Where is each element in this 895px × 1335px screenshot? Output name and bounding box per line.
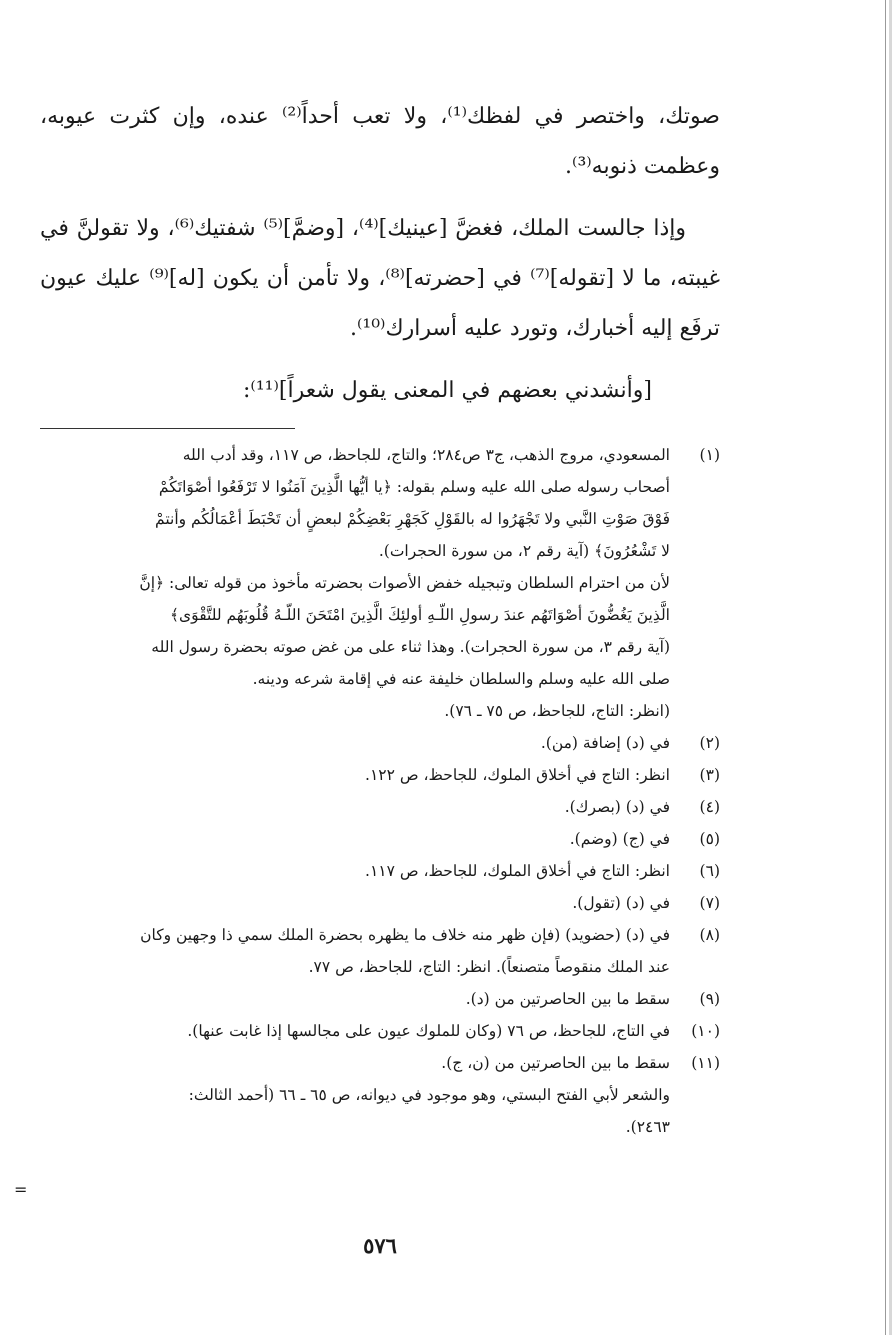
footnote-1	[40, 439, 720, 727]
footnote-line: لا تَشْعُرُونَ﴾ (آية رقم ٢، من سورة الحجرات).	[378, 542, 670, 560]
page-body	[40, 92, 720, 1143]
footnote-line: سقط ما بين الحاصرتين من (ن، ج).	[441, 1054, 670, 1072]
footnote-number: (٥)	[699, 830, 720, 848]
footnote-line: لأن من احترام السلطان وتبجيله خفض الأصوات بحضرته مأخوذ من قوله تعالى: ﴿إنَّ	[139, 574, 670, 592]
footnote-7	[40, 887, 720, 919]
footnote-line: في (د) (حضويد) (فإن ظهر منه خلاف ما يظهره بحضرة الملك سمي ذا وجهين وكان	[140, 926, 670, 944]
poem-intro-line: [وأنشدني بعضهم في المعنى يقول شعراً]⁽¹¹⁾:	[243, 378, 652, 403]
footnote-text	[40, 1047, 670, 1079]
footnote-line: الَّذِينَ يَغُضُّونَ أصْوَاتَهُم عندَ رسولِ اللّـهِ أولئِكَ الَّذِينَ امْتَحَنَ اللّـهُ قُلُوبَهُم للتَّقْوَى﴾	[169, 606, 670, 624]
footnote-line: في (د) (بصرك).	[564, 798, 670, 816]
footnote-text	[40, 439, 670, 727]
footnote-text	[40, 983, 670, 1015]
footnote-number: (٢)	[699, 734, 720, 752]
paragraph-2: وإذا جالست الملك، فغضَّ [عينيك]⁽⁴⁾، [وضمَّ]⁽⁵⁾ شفتيك⁽⁶⁾، ولا تقولنَّ في غيبته، ما لا [تقوله]⁽⁷⁾ في [حضرته]⁽⁸⁾، ولا تأمن أن يكون [له]⁽⁹⁾ عليك عيون ترفَع إليه أخبارك، وتورد عليه أسرارك⁽¹⁰⁾.	[40, 216, 720, 341]
footnote-line: فَوْقَ صَوْتِ النَّبي ولا تَجْهَرُوا له بالقَوْلِ كَجَهْرِ بَعْضِكُمْ لبعضٍ أن تَحْبَطَ أعْمَالُكُم وأنتمْ	[155, 510, 670, 528]
footnote-number: (٧)	[699, 894, 720, 912]
footnote-text	[40, 887, 670, 919]
footnote-number: (١١)	[691, 1054, 720, 1072]
page-edge-shadow	[889, 0, 892, 1335]
footnote-continuation	[40, 1079, 720, 1143]
footnote-3	[40, 759, 720, 791]
footnote-line: في التاج، للجاحظ، ص ٧٦ (وكان للملوك عيون على مجالسها إذا غابت عنها).	[187, 1022, 670, 1040]
footnote-line: في (د) (تقول).	[572, 894, 670, 912]
footnote-line: انظر: التاج في أخلاق الملوك، للجاحظ، ص ١١٧.	[365, 862, 670, 880]
footnote-9	[40, 983, 720, 1015]
footnote-text	[40, 855, 670, 887]
footnote-text	[40, 1015, 670, 1047]
footnote-number: (٨)	[699, 926, 720, 944]
footnote-4	[40, 791, 720, 823]
footnote-text	[40, 727, 670, 759]
footnote-line: في (ج) (وضم).	[569, 830, 670, 848]
page-edge-line	[885, 0, 886, 1335]
footnote-10	[40, 1015, 720, 1047]
footnote-line: (آية رقم ٣، من سورة الحجرات). وهذا ثناء على من غض صوته بحضرة رسول الله	[151, 638, 670, 656]
footnote-5	[40, 823, 720, 855]
footnote-number: (٦)	[699, 862, 720, 880]
footnote-line: المسعودي، مروج الذهب، ج٣ ص٢٨٤؛ والتاج، للجاحظ، ص ١١٧، وقد أدب الله	[182, 446, 670, 464]
main-text	[40, 92, 720, 416]
footnotes	[40, 439, 720, 1143]
footnote-2	[40, 727, 720, 759]
paragraph-1: صوتك، واختصر في لفظك⁽¹⁾، ولا تعب أحداً⁽²⁾ عنده، وإن كثرت عيوبه، وعظمت ذنوبه⁽³⁾.	[40, 104, 720, 179]
footnote-line: انظر: التاج في أخلاق الملوك، للجاحظ، ص ١٢٢.	[365, 766, 670, 784]
footnote-number: (٣)	[699, 766, 720, 784]
footnote-line: في (د) إضافة (من).	[540, 734, 670, 752]
footnote-line: صلى الله عليه وسلم والسلطان خليفة عنه في إقامة شرعه ودينه.	[252, 670, 670, 688]
margin-mark: =	[14, 1180, 28, 1199]
footnote-text	[40, 919, 670, 983]
footnote-line: (انظر: التاج، للجاحظ، ص ٧٥ ـ ٧٦).	[444, 702, 670, 720]
footnote-6	[40, 855, 720, 887]
footnote-11	[40, 1047, 720, 1079]
footnote-8	[40, 919, 720, 983]
footnote-number: (٤)	[699, 798, 720, 816]
footnote-number: (٩)	[699, 990, 720, 1008]
footnote-line: أصحاب رسوله صلى الله عليه وسلم بقوله: ﴿يا أيُّها الَّذِينَ آمَنُوا لا تَرْفَعُوا أصْوَاتَكُمْ	[158, 478, 670, 496]
footnote-number: (١)	[699, 446, 720, 464]
footnote-text	[40, 791, 670, 823]
footnote-line: عند الملك منقوصاً متصنعاً). انظر: التاج، للجاحظ، ص ٧٧.	[308, 958, 670, 976]
footnote-number: (١٠)	[691, 1022, 720, 1040]
page-number: ٥٧٦	[363, 1233, 397, 1258]
continuation-line: والشعر لأبي الفتح البستي، وهو موجود في ديوانه، ص ٦٥ ـ ٦٦ (أحمد الثالث:	[188, 1086, 670, 1104]
footnote-text	[40, 759, 670, 791]
continuation-line: ٢٤٦٣).	[625, 1118, 670, 1136]
footnote-text	[40, 823, 670, 855]
footnote-line: سقط ما بين الحاصرتين من (د).	[465, 990, 670, 1008]
footnote-separator	[40, 428, 295, 429]
